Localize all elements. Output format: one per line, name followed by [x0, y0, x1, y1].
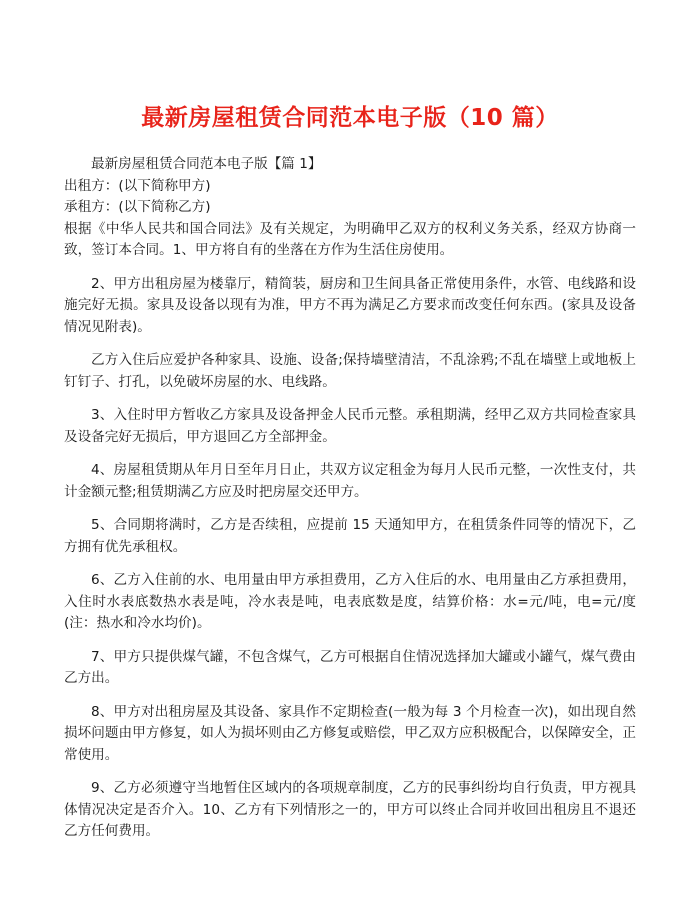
- paragraph-text: 7、甲方只提供煤气罐，不包含煤气，乙方可根据自住情况选择加大罐或小罐气，煤气费由乙方出。: [64, 648, 636, 686]
- document-title: 最新房屋租赁合同范本电子版（10 篇）: [141, 105, 559, 131]
- paragraph-clause-8: [64, 702, 636, 767]
- paragraph-text: 6、乙方入住前的水、电用量由甲方承担费用，乙方入住后的水、电用量由乙方承担费用，入住时水表底数热水表是吨，冷水表是吨，电表底数是度，结算价格：水=元/吨，电=元/度(注：热水和冷水均价)。: [64, 572, 636, 631]
- paragraph-text: 8、甲方对出租房屋及其设备、家具作不定期检查(一般为每 3 个月检查一次)，如出现自然损坏问题由甲方修复，如人为损坏则由乙方修复或赔偿，甲乙双方应积极配合，以保障安全，正常使用。: [64, 703, 636, 763]
- paragraph-text: 5、合同期将满时，乙方是否续租，应提前 15 天通知甲方，在租赁条件同等的情况下，乙方拥有优先承租权。: [64, 517, 636, 555]
- paragraph-clause-7: [64, 647, 636, 690]
- lessee-line: 承租方：(以下简称乙方): [64, 199, 211, 215]
- paragraph-clause-5: [64, 515, 636, 558]
- paragraph-clause-2: [64, 274, 636, 339]
- paragraph-tenant-care: [64, 350, 636, 393]
- document-body: [64, 154, 636, 855]
- paragraph-clause-9-10: [64, 778, 636, 843]
- paragraph-preamble: [64, 219, 636, 262]
- paragraph-clause-3: [64, 405, 636, 448]
- paragraph-text: 根据《中华人民共和国合同法》及有关规定，为明确甲乙双方的权利义务关系，经双方协商一致，签订本合同。1、甲方将自有的坐落在方作为生活住房使用。: [64, 220, 636, 258]
- lessor-line: 出租方：(以下简称甲方): [64, 177, 211, 194]
- paragraph-clause-4: [64, 460, 636, 503]
- paragraph-text: 3、入住时甲方暂收乙方家具及设备押金人民币元整。承租期满，经甲乙双方共同检查家具及设备完好无损后，甲方退回乙方全部押金。: [64, 407, 636, 445]
- paragraph-clause-6: [64, 570, 636, 635]
- paragraph-text: 4、房屋租赁期从年月日至年月日止，共双方议定租金为每月人民币元整，一次性支付，共计金额元整;租赁期满乙方应及时把房屋交还甲方。: [64, 462, 636, 500]
- paragraph-text: 乙方入住后应爱护各种家具、设施、设备;保持墙壁清洁，不乱涂鸦;不乱在墙壁上或地板上钉钉子、打孔，以免破坏房屋的水、电线路。: [64, 352, 636, 390]
- paragraph-text: 9、乙方必须遵守当地暂住区域内的各项规章制度，乙方的民事纠纷均自行负责，甲方视具体情况决定是否介入。10、乙方有下列情形之一的，甲方可以终止合同并收回出租房且不退还乙方任何费用。: [64, 780, 636, 839]
- section-heading: 最新房屋租赁合同范本电子版【篇 1】: [91, 156, 322, 172]
- paragraph-text: 2、甲方出租房屋为楼靠厅，精简装，厨房和卫生间具备正常使用条件，水管、电线路和设施完好无损。家具及设备以现有为准，甲方不再为满足乙方要求而改变任何东西。(家具及设备情况见附表)。: [64, 275, 636, 335]
